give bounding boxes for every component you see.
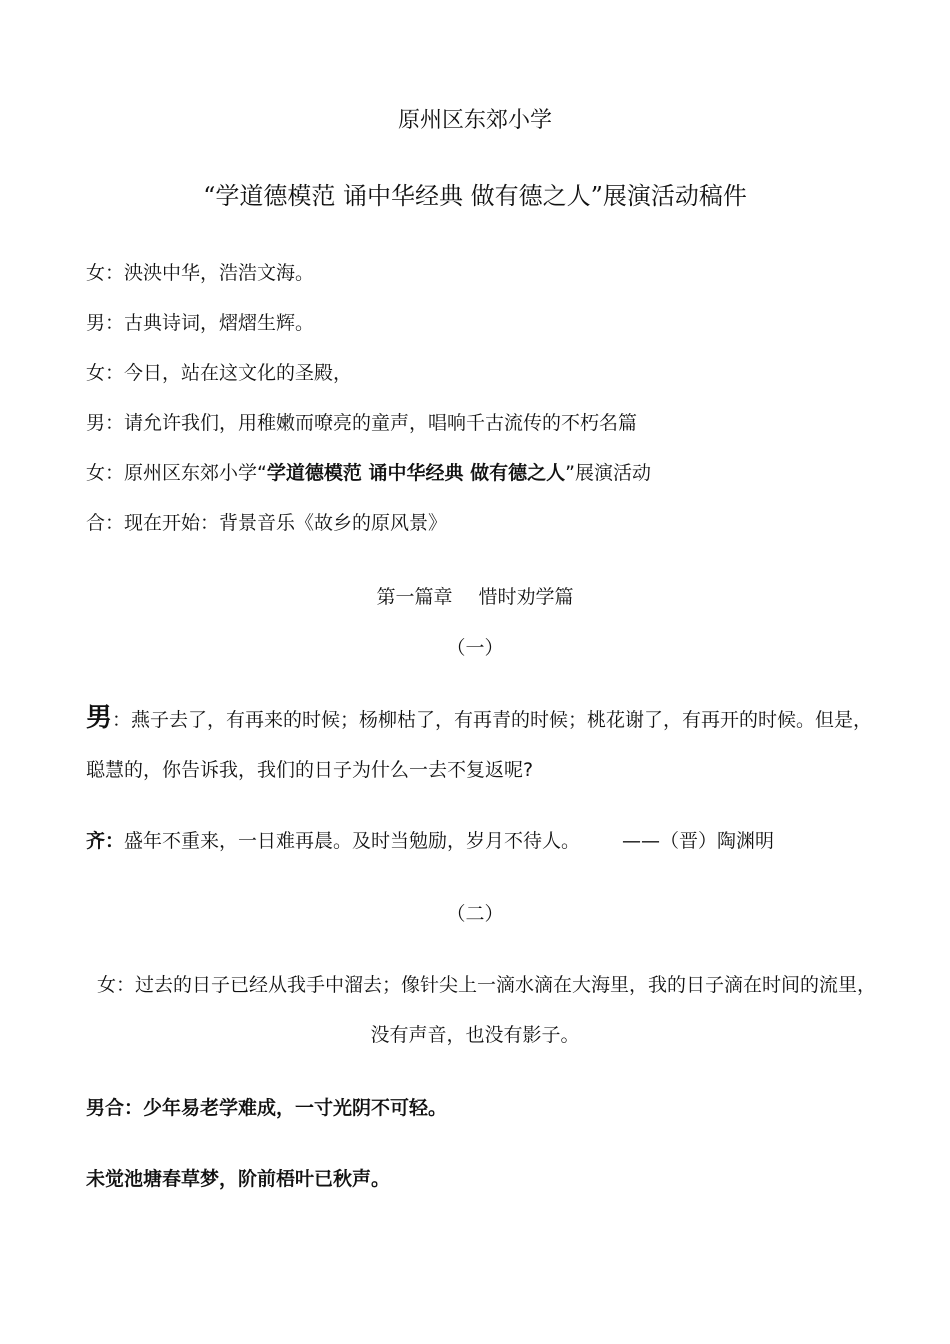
- line-text: 古典诗词，熠熠生辉。: [124, 312, 315, 334]
- speaker-label: 女: [86, 262, 106, 284]
- line-text: 燕子去了，有再来的时候；杨柳枯了，有再青的时候；桃花谢了，有再开的时候。但是，: [131, 709, 873, 731]
- speaker-label: 女: [86, 362, 106, 384]
- poem-line: 未觉池塘春草梦，阶前梧叶已秋声。: [86, 1168, 391, 1190]
- speaker-label: 男: [86, 703, 113, 733]
- intro-line: 女：泱泱中华，浩浩文海。: [86, 262, 315, 284]
- chapter-subtitle: 惜时劝学篇: [478, 586, 574, 608]
- line-text: 盛年不重来，一日难再晨。及时当勉励，岁月不待人。: [124, 830, 581, 852]
- male-verse: 男：燕子去了，有再来的时候；杨柳枯了，有再青的时候；桃花谢了，有再开的时候。但是，: [86, 703, 873, 733]
- chorus-source: ——（晋）陶渊明: [622, 830, 775, 852]
- chapter-heading: [0, 584, 950, 610]
- female-verse: 女：过去的日子已经从我手中溜去；像针尖上一滴水滴在大海里，我的日子滴在时间的流里，: [97, 974, 877, 996]
- page-title: “学道德模范 诵中华经典 做有德之人”展演活动稿件: [203, 182, 747, 210]
- section-label: （二）: [446, 903, 504, 925]
- chorus-line: [86, 828, 580, 854]
- line-text: 现在开始：背景音乐《故乡的原风景》: [124, 512, 448, 534]
- line-text: 请允许我们，用稚嫩而嘹亮的童声，唱响千古流传的不朽名篇: [124, 412, 638, 434]
- intro-line: 男：请允许我们，用稚嫩而嘹亮的童声，唱响千古流传的不朽名篇: [86, 412, 638, 434]
- male-chorus-line: 男合：少年易老学难成，一寸光阴不可轻。: [86, 1097, 448, 1119]
- line-text: ”展演活动: [565, 462, 651, 484]
- line-text: 原州区东郊小学“: [124, 462, 267, 484]
- school-name: 原州区东郊小学: [397, 108, 552, 133]
- speaker-label: 齐：: [86, 830, 125, 852]
- line-text: 泱泱中华，浩浩文海。: [124, 262, 315, 284]
- section-label: （一）: [446, 637, 504, 659]
- activity-theme: 学道德模范 诵中华经典 做有德之人: [266, 462, 566, 484]
- speaker-label: 女: [86, 462, 106, 484]
- line-text: 今日，站在这文化的圣殿，: [124, 362, 353, 384]
- chapter-title: 第一篇章: [376, 586, 453, 608]
- intro-line: 女：今日，站在这文化的圣殿，: [86, 362, 353, 384]
- intro-line: 合：现在开始：背景音乐《故乡的原风景》: [86, 512, 448, 534]
- speaker-label: 男: [86, 312, 106, 334]
- speaker-label: 合: [86, 512, 106, 534]
- intro-line: 女：原州区东郊小学“学道德模范 诵中华经典 做有德之人”展演活动: [86, 462, 651, 484]
- intro-line: 男：古典诗词，熠熠生辉。: [86, 312, 315, 334]
- male-verse-cont: 聪慧的，你告诉我，我们的日子为什么一去不复返呢?: [86, 759, 534, 781]
- female-verse-cont: 没有声音，也没有影子。: [370, 1024, 580, 1046]
- speaker-label: 男: [86, 412, 106, 434]
